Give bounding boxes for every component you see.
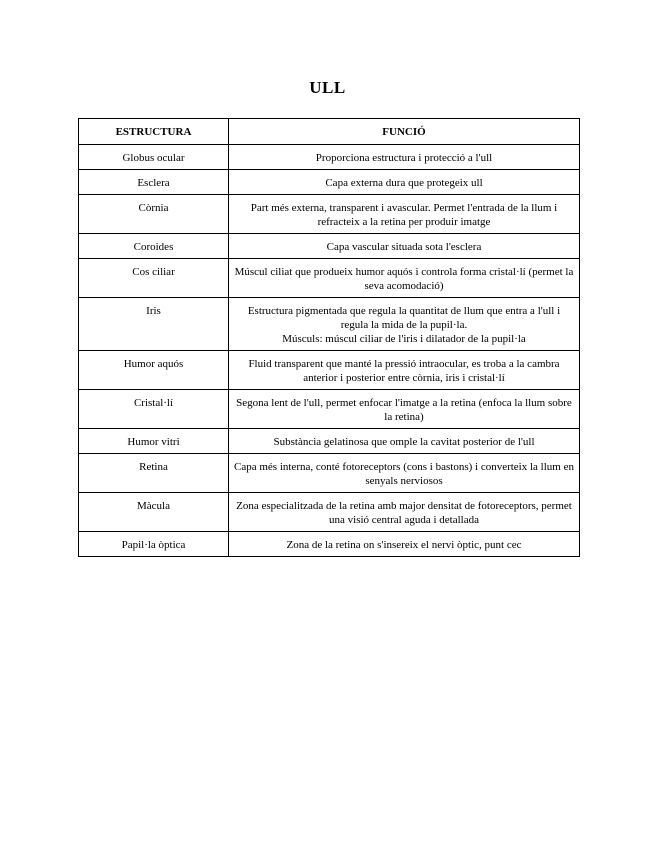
table-row bbox=[79, 234, 580, 259]
table-row bbox=[79, 170, 580, 195]
structure-cell: Papil·la òptica bbox=[79, 532, 229, 557]
page-title: ULL bbox=[309, 78, 346, 97]
function-cell: Part més externa, transparent i avascular. Permet l'entrada de la llum i refracteix a la retina per produir imatge bbox=[229, 195, 580, 234]
structure-cell: Cristal·lí bbox=[79, 390, 229, 429]
table-row bbox=[79, 493, 580, 532]
function-cell: Múscul ciliat que produeix humor aquós i controla forma cristal·lí (permet la seva acomodació) bbox=[229, 259, 580, 298]
table-row bbox=[79, 454, 580, 493]
eye-structures-table bbox=[78, 118, 580, 557]
structure-cell: Cos ciliar bbox=[79, 259, 229, 298]
function-cell: Zona de la retina on s'insereix el nervi òptic, punt cec bbox=[229, 532, 580, 557]
structure-cell: Màcula bbox=[79, 493, 229, 532]
function-cell: Estructura pigmentada que regula la quantitat de llum que entra a l'ull i regula la mida de la pupil·la. Músculs: múscul ciliar de l'iris i dilatador de la pupil·la bbox=[229, 298, 580, 351]
function-cell: Proporciona estructura i protecció a l'ull bbox=[229, 145, 580, 170]
structure-cell: Esclera bbox=[79, 170, 229, 195]
table-row bbox=[79, 259, 580, 298]
structure-cell: Retina bbox=[79, 454, 229, 493]
function-cell: Substància gelatinosa que omple la cavitat posterior de l'ull bbox=[229, 429, 580, 454]
table-row bbox=[79, 145, 580, 170]
function-cell: Capa vascular situada sota l'esclera bbox=[229, 234, 580, 259]
table-row bbox=[79, 195, 580, 234]
structure-cell: Còrnia bbox=[79, 195, 229, 234]
function-cell: Capa externa dura que protegeix ull bbox=[229, 170, 580, 195]
column-header-estructura: ESTRUCTURA bbox=[79, 119, 229, 145]
function-cell: Capa més interna, conté fotoreceptors (cons i bastons) i converteix la llum en senyals nerviosos bbox=[229, 454, 580, 493]
structure-cell: Globus ocular bbox=[79, 145, 229, 170]
table-row bbox=[79, 429, 580, 454]
table-row bbox=[79, 351, 580, 390]
table-row bbox=[79, 298, 580, 351]
function-cell: Segona lent de l'ull, permet enfocar l'imatge a la retina (enfoca la llum sobre la retina) bbox=[229, 390, 580, 429]
structure-cell: Humor aquós bbox=[79, 351, 229, 390]
function-cell: Fluid transparent que manté la pressió intraocular, es troba a la cambra anterior i posterior entre còrnia, iris i cristal·lí bbox=[229, 351, 580, 390]
table-row bbox=[79, 390, 580, 429]
column-header-funcio: FUNCIÓ bbox=[229, 119, 580, 145]
table-header-row bbox=[79, 119, 580, 145]
structure-cell: Iris bbox=[79, 298, 229, 351]
table-row bbox=[79, 532, 580, 557]
structure-cell: Humor vitri bbox=[79, 429, 229, 454]
function-cell: Zona especialitzada de la retina amb major densitat de fotoreceptors, permet una visió central aguda i detallada bbox=[229, 493, 580, 532]
structure-cell: Coroides bbox=[79, 234, 229, 259]
